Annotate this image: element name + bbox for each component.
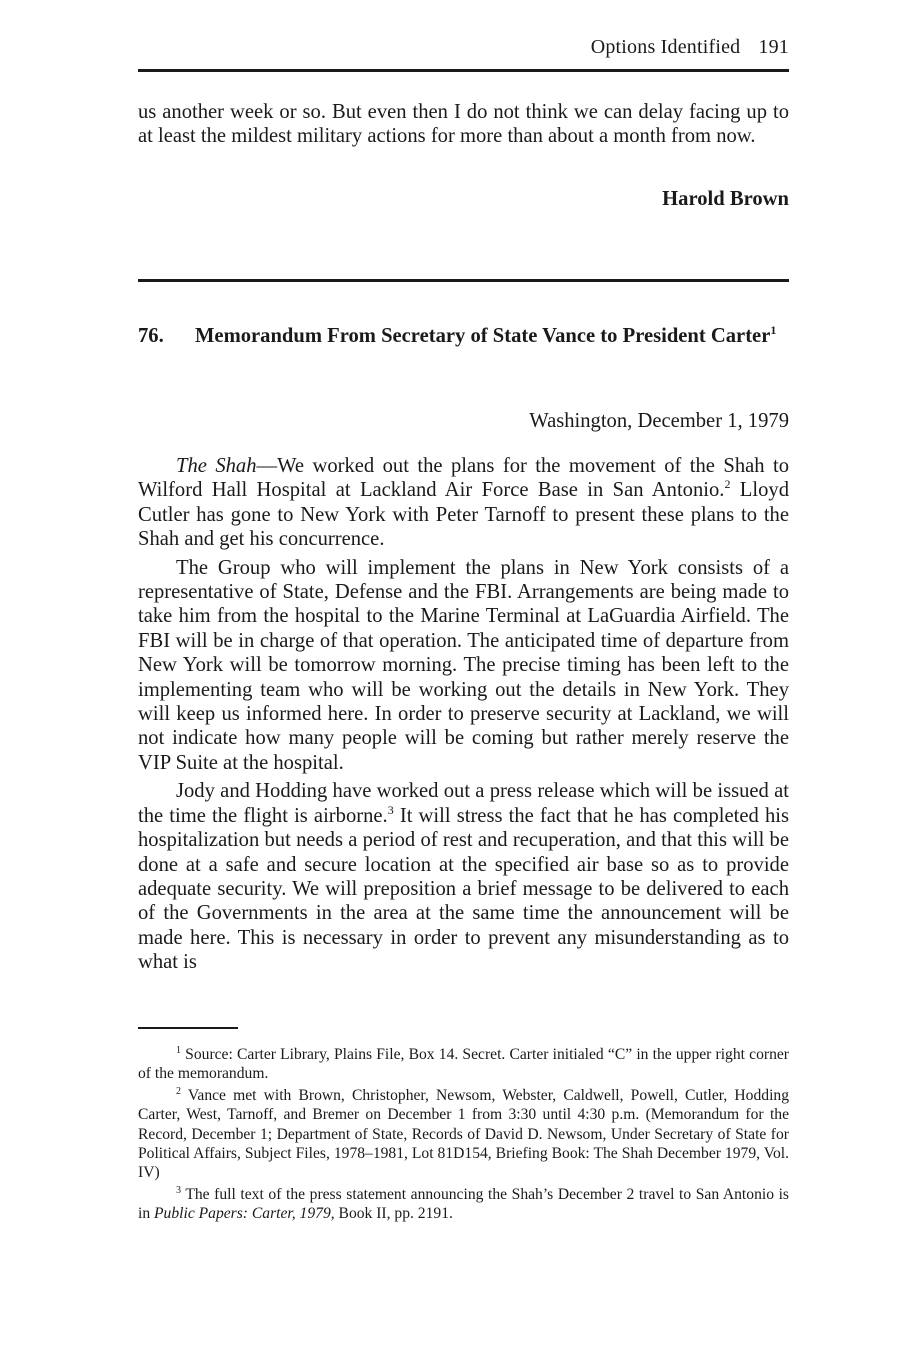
paragraph-text: —We worked out the plans for the movement of the Shah to Wilford Hall Hospital at Lackland Air Force Base in San Antonio. [138, 455, 789, 502]
document-title [195, 324, 789, 348]
continuation-paragraph: us another week or so. But even then I do not think we can delay facing up to at least the mildest military actions for more than about a month from now. [138, 101, 789, 148]
body-paragraph [138, 779, 789, 974]
page-number: 191 [758, 36, 789, 58]
paragraph-text: Jody and Hodding have worked out a press release which will be issued at the time the flight is airborne. [138, 780, 789, 827]
footnote-text: The full text of the press statement announcing the Shah’s December 2 travel to San Antonio is in [138, 1185, 789, 1223]
footnote-mark: 1 [176, 1044, 181, 1056]
footnote [138, 1045, 789, 1084]
document-number: 76. [138, 325, 164, 347]
footnotes [138, 1045, 789, 1226]
signature: Harold Brown [662, 188, 789, 210]
footnote-ref-3: 3 [387, 802, 394, 817]
dateline: Washington, December 1, 1979 [529, 410, 789, 432]
footnote-mark: 2 [176, 1085, 181, 1097]
footnote-text: , Book II, pp. 2191. [330, 1205, 453, 1223]
footnote-ref-2: 2 [724, 477, 731, 492]
footnote-mark: 3 [176, 1184, 181, 1196]
footnote [138, 1185, 789, 1224]
footnote-ref-1: 1 [770, 323, 777, 338]
document-heading [138, 324, 789, 348]
footnote-rule [138, 1027, 238, 1029]
body-paragraph [138, 454, 789, 552]
header-rule [138, 69, 789, 72]
running-title: Options Identified [590, 36, 741, 58]
footnote-citation: Public Papers: Carter, 1979 [154, 1205, 331, 1223]
document-body [138, 454, 789, 979]
paragraph-text: Lloyd Cutler has gone to New York with Peter Tarnoff to present these plans to the Shah and get his concurrence. [138, 479, 789, 551]
previous-document-continuation [138, 100, 789, 149]
footnote-text: Vance met with Brown, Christopher, Newsom, Webster, Caldwell, Powell, Cutler, Hodding Carter, West, Tarnoff, and Bremer on December 1 from 3:30 until 4:30 p.m. (Memorandum for the Record, December 1; Department of State, Records of David D. Newsom, Under Secretary of State for Political Affairs, Subject Files, 1978–1981, Lot 81D154, Briefing Book: The Shah December 1979, Vol. IV) [138, 1086, 789, 1182]
body-paragraph: The Group who will implement the plans in New York consists of a representative of State, Defense and the FBI. Arrangements are being made to take him from the hospital to the Marine Terminal at LaGuardia Airfield. The FBI will be in charge of that operation. The anticipated time of departure from New York will be tomorrow morning. The precise timing has been left to the implementing team who will be working out the details in New York. They will keep us informed here. In order to preserve security at Lackland, we will not indicate how many people will be coming but rather merely reserve the VIP Suite at the hospital. [138, 556, 789, 774]
document-separator-rule [138, 279, 789, 282]
footnote-text: Source: Carter Library, Plains File, Box 14. Secret. Carter initialed “C” in the upper right corner of the memorandum. [138, 1046, 789, 1083]
running-head [591, 36, 789, 59]
paragraph-lead: The Shah [176, 455, 257, 477]
footnote [138, 1086, 789, 1183]
paragraph-text: It will stress the fact that he has completed his hospitalization but needs a period of rest and recuperation, and that this will be done at a safe and secure location at the specified air base so as to provide adequate security. We will preposition a brief message to be delivered to each of the Governments in the area at the same time the announcement will be made here. This is necessary in order to prevent any misunderstanding as to what is [138, 804, 789, 974]
document-title-text: Memorandum From Secretary of State Vance to President Carter [195, 325, 771, 347]
